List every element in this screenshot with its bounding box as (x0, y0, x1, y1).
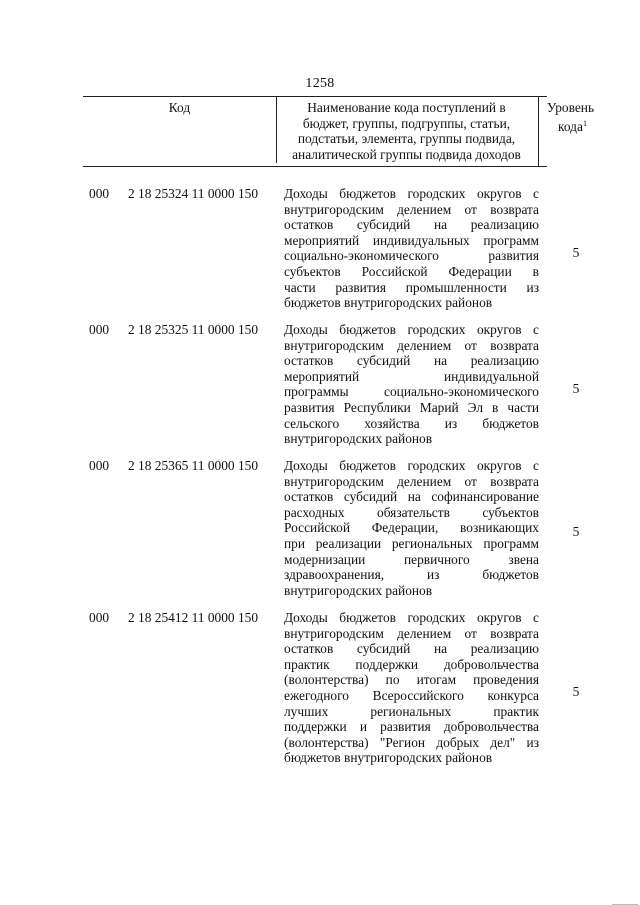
description-line: Российской Федерации, возникающих (284, 520, 539, 536)
description-line: остатков субсидий на реализацию (284, 353, 539, 369)
description-line: практик поддержки добровольчества (284, 656, 539, 672)
description-line: Доходы бюджетов городских округов с (284, 186, 539, 201)
description-line: остатков субсидий на реализацию (284, 217, 539, 233)
description-line: мероприятий индивидуальных программ (284, 232, 539, 248)
header-name-line: подстатьи, элемента, группы подвида, (297, 131, 516, 147)
header-name-line: аналитической группы подвида доходов (292, 146, 521, 162)
row-prefix: 000 (89, 186, 110, 201)
description-line: сельского хозяйства из бюджетов (284, 415, 539, 431)
description-line: модернизации первичного звена (284, 551, 539, 567)
row-level: 5 (572, 684, 580, 699)
description-line: внутригородских районов (284, 582, 433, 598)
row-description (284, 458, 539, 598)
description-line: внутригородских районов (284, 431, 433, 447)
description-line: Доходы бюджетов городских округов с (284, 458, 539, 473)
row-code: 2 18 25325 11 0000 150 (128, 322, 259, 337)
description-line: (волонтерства) по итогам проведения (284, 672, 539, 688)
header-level-line (539, 116, 602, 135)
row-description (284, 322, 539, 447)
description-line: Доходы бюджетов городских округов с (284, 610, 539, 625)
header-level-footnote: 1 (582, 118, 587, 128)
description-line: бюджетов внутригородских районов (284, 750, 493, 766)
header-level (538, 97, 602, 166)
header-name-line: бюджет, группы, подгруппы, статьи, (302, 115, 511, 131)
description-line: развития Республики Марий Эл в части (284, 399, 539, 415)
row-prefix: 000 (89, 322, 110, 337)
description-line: здравоохранения, из бюджетов (284, 567, 539, 583)
page-number: 1258 (305, 76, 335, 91)
description-line: программы социально-экономического (284, 384, 539, 400)
row-level: 5 (572, 381, 580, 396)
row-prefix: 000 (89, 458, 110, 473)
row-level: 5 (572, 245, 580, 260)
description-line: (волонтерства) "Регион добрых дел" из (284, 734, 539, 750)
row-description (284, 610, 539, 766)
row-code: 2 18 25324 11 0000 150 (128, 186, 259, 201)
row-level: 5 (572, 524, 580, 539)
description-line: остатков субсидий на софинансирование (284, 489, 539, 505)
description-line: ежегодного Всероссийского конкурса (284, 687, 539, 703)
description-line: социально-экономического развития (284, 248, 539, 264)
row-code: 2 18 25365 11 0000 150 (128, 458, 259, 473)
header-name-line: Наименование кода поступлений в (307, 100, 506, 115)
description-line: внутригородским делением от возврата (284, 473, 539, 489)
description-line: расходных обязательств субъектов (284, 504, 539, 520)
description-line: части развития промышленности из (284, 279, 539, 295)
description-line: при реализации региональных программ (284, 535, 539, 551)
table-header (83, 96, 595, 167)
description-line: внутригородским делением от возврата (284, 337, 539, 353)
description-line: внутригородским делением от возврата (284, 625, 539, 641)
description-line: поддержки и развития добровольчества (284, 719, 539, 735)
row-code: 2 18 25412 11 0000 150 (128, 610, 259, 625)
header-level-text: кода (558, 118, 583, 134)
header-name (276, 97, 536, 163)
description-line: внутригородским делением от возврата (284, 201, 539, 217)
description-line: Доходы бюджетов городских округов с (284, 322, 539, 337)
row-prefix: 000 (89, 610, 110, 625)
row-description (284, 186, 539, 311)
description-line: бюджетов внутригородских районов (284, 295, 493, 311)
header-level-line: Уровень (546, 100, 595, 115)
description-line: мероприятий индивидуальной (284, 368, 539, 384)
description-line: субъектов Российской Федерации в (284, 263, 539, 279)
description-line: лучших региональных практик (284, 703, 539, 719)
header-code: Код (168, 100, 191, 115)
description-line: остатков субсидий на реализацию (284, 641, 539, 657)
